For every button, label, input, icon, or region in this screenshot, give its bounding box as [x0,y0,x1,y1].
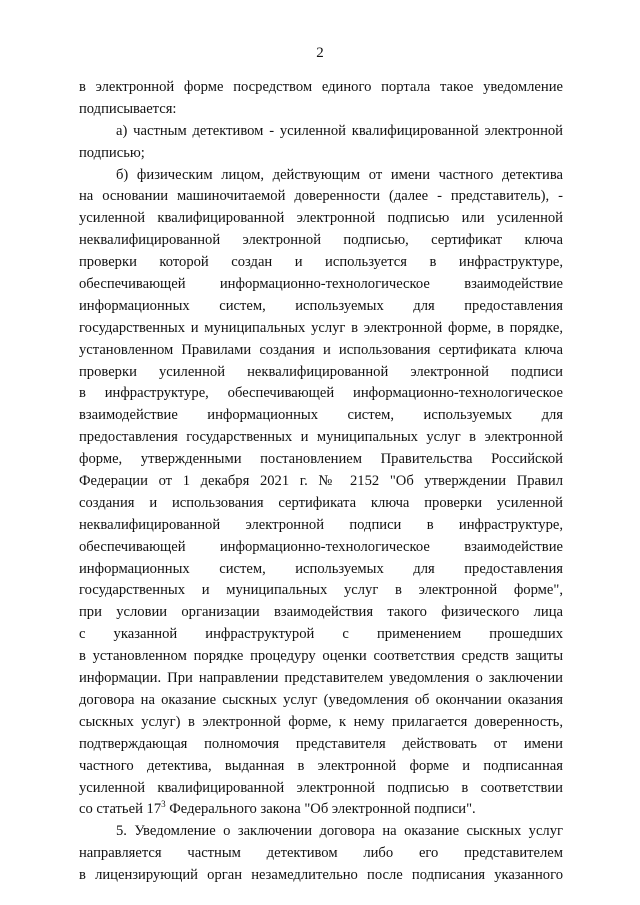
text-line-content: в инфраструктуре, обеспечивающей информационно-технологическое [79,385,563,402]
text-line [79,515,563,537]
text-line-content: Федерации от 1 декабря 2021 г. № 2152 "Об утверждении Правил [79,473,563,490]
text-line [79,165,563,187]
text-line [79,537,563,559]
text-line-content: подтверждающая полномочия представителя действовать от имени [79,735,563,752]
text-line [79,712,563,734]
text-line-content: форме, утвержденными постановлением Правительства Российской [79,451,563,468]
text-line-content: б) физическим лицом, действующим от имени частного детектива [116,166,563,183]
text-line [79,427,563,449]
text-line-content: обеспечивающей информационно-технологическое взаимодействие [79,538,563,555]
text-line-content: неквалифицированной электронной подписью, сертификат ключа [79,232,563,249]
text-line-continuation: Федерального закона "Об электронной подписи". [165,801,476,818]
text-line [79,383,563,405]
text-line [79,208,563,230]
text-line [79,778,563,800]
text-line [79,340,563,362]
text-line-content: а) частным детективом - усиленной квалифицированной электронной [116,122,563,139]
text-line [79,559,563,581]
text-line-content: подписью; [79,144,145,161]
text-line [79,362,563,384]
text-line [79,405,563,427]
text-line [79,821,563,843]
text-line-content: информационных систем, используемых для предоставления [79,297,563,314]
text-line [79,602,563,624]
text-line [79,624,563,646]
text-line-content: усиленной квалифицированной электронной подписью или усиленной [79,210,563,227]
text-line [79,668,563,690]
text-line [79,734,563,756]
text-line-content: усиленной квалифицированной электронной подписью в соответствии [79,779,563,796]
text-line [79,493,563,515]
text-line-content: государственных и муниципальных услуг в электронной форме", [79,582,563,599]
text-line [79,690,563,712]
text-line-content: проверки усиленной неквалифицированной электронной подписи [79,363,563,380]
text-line [79,646,563,668]
page-number: 2 [316,45,324,61]
text-line [79,449,563,471]
superscript: 3 [161,799,166,810]
text-line-content: с указанной инфраструктурой с применением прошедших [79,626,563,643]
text-line-content: обеспечивающей информационно-технологическое взаимодействие [79,276,563,293]
text-line [79,77,563,99]
text-line-content: государственных и муниципальных услуг в электронной форме, в порядке, [79,319,563,336]
text-line-content: сыскных услуг) в электронной форме, к нему прилагается доверенность, [79,713,563,730]
text-line-content: направляется частным детективом либо его представителем [79,845,563,862]
text-line [79,756,563,778]
text-line [79,143,563,165]
text-line-content: установленном Правилами создания и использования сертификата ключа [79,341,563,358]
text-line-content: в электронной форме посредством единого портала такое уведомление [79,79,563,95]
text-line [79,799,563,821]
document-body [79,77,563,887]
text-line-content: на основании машиночитаемой доверенности (далее - представитель), - [79,188,563,205]
text-line [79,121,563,143]
text-line-content: со статьей 17 [79,801,162,818]
text-line [79,865,563,887]
text-line [79,230,563,252]
text-line-content: неквалифицированной электронной подписи в инфраструктуре, [79,516,563,533]
text-line [79,843,563,865]
text-line-content: в установленном порядке процедуру оценки соответствия средств защиты [79,648,563,665]
text-line [79,296,563,318]
text-line-content: частного детектива, выданная в электронной форме и подписанная [79,757,563,774]
text-line-content: при условии организации взаимодействия такого физического лица [79,604,563,621]
text-line [79,186,563,208]
text-line-content: договора на оказание сыскных услуг (уведомления об окончании оказания [79,691,563,708]
text-line-content: взаимодействие информационных систем, используемых для [79,407,563,424]
text-line [79,580,563,602]
text-line [79,99,563,121]
text-line-content: информационных систем, используемых для предоставления [79,560,563,577]
text-line [79,318,563,340]
text-line [79,274,563,296]
text-line [79,471,563,493]
text-line-content: создания и использования сертификата ключа проверки усиленной [79,494,563,511]
text-line-content: подписывается: [79,100,177,117]
text-line-content: проверки которой создан и используется в инфраструктуре, [79,254,563,271]
text-line-content: в лицензирующий орган незамедлительно после подписания указанного [79,867,563,884]
text-line-content: 5. Уведомление о заключении договора на оказание сыскных услуг [116,823,563,840]
text-line [79,252,563,274]
text-line-content: информации. При направлении представителем уведомления о заключении [79,670,563,687]
text-line-content: предоставления государственных и муниципальных услуг в электронной [79,429,563,446]
